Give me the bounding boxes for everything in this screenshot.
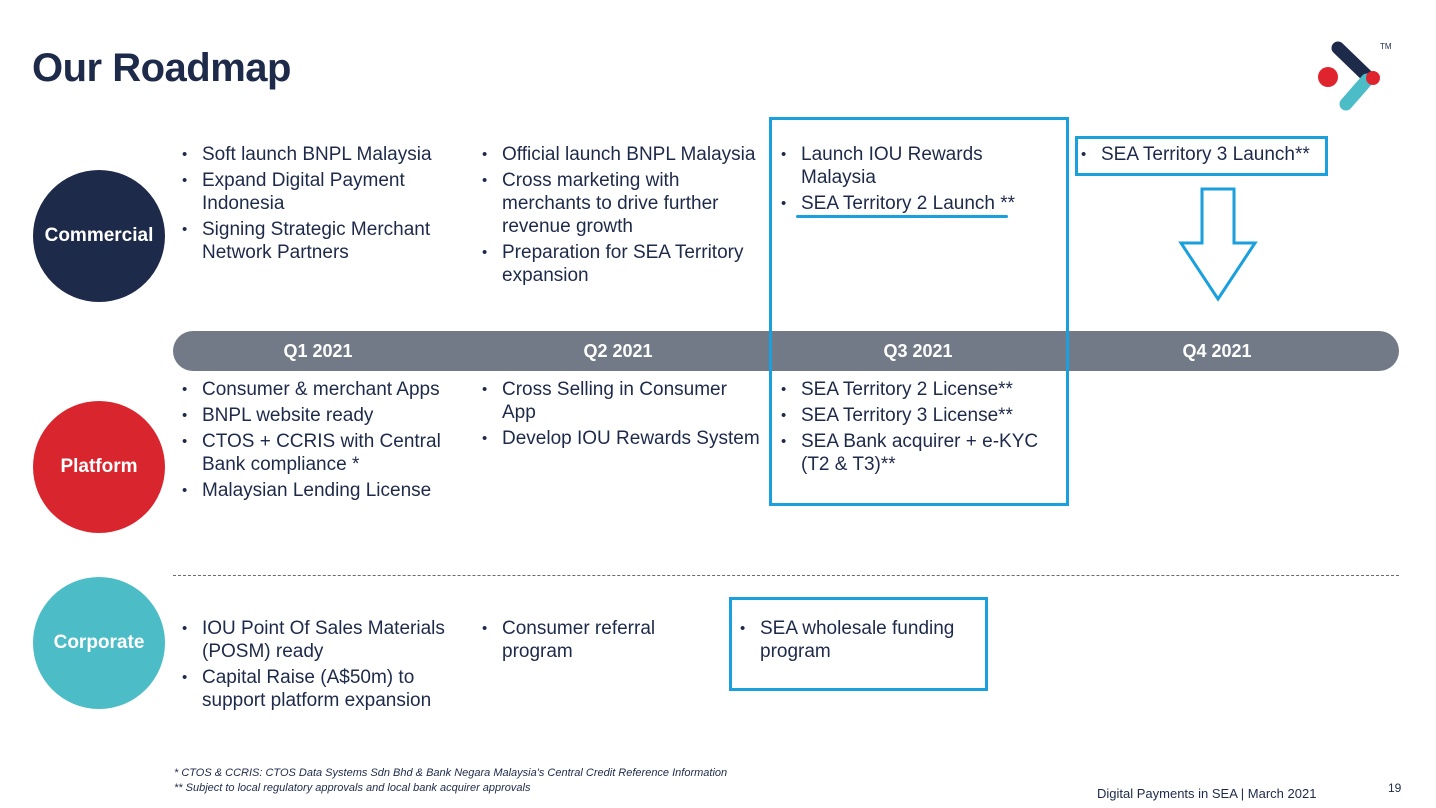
list-item: • Capital Raise (A$50m) to support platform expansion (179, 666, 469, 712)
list-item: • CTOS + CCRIS with Central Bank compliance * (179, 430, 469, 476)
list-item: • Launch IOU Rewards Malaysia (778, 143, 1058, 189)
list-item: • SEA Territory 3 License** (778, 404, 1063, 427)
quarter-label-q4: Q4 2021 (1182, 341, 1252, 361)
quarter-label-q3: Q3 2021 (883, 341, 953, 361)
chevron-logo-icon (1312, 40, 1392, 116)
list-item: • SEA Territory 2 License** (778, 378, 1063, 401)
corporate-q2-list (479, 617, 719, 666)
corporate-q1-list (179, 617, 469, 715)
list-item: • SEA Territory 3 Launch** (1078, 143, 1328, 166)
list-item: • Consumer & merchant Apps (179, 378, 469, 401)
list-item: • BNPL website ready (179, 404, 469, 427)
list-item: • SEA Bank acquirer + e-KYC (T2 & T3)** (778, 430, 1063, 476)
list-item: • Soft launch BNPL Malaysia (179, 143, 469, 166)
commercial-q1-list (179, 143, 469, 267)
section-divider (173, 575, 1399, 576)
row-label-commercial: Commercial (33, 170, 165, 302)
row-label-platform: Platform (33, 401, 165, 533)
list-item: • Signing Strategic Merchant Network Partners (179, 218, 469, 264)
list-item: • Malaysian Lending License (179, 479, 469, 502)
quarter-label-q1: Q1 2021 (283, 341, 353, 361)
footnote-approvals: ** Subject to local regulatory approvals and local bank acquirer approvals (174, 782, 531, 794)
quarter-label-q2: Q2 2021 (583, 341, 653, 361)
page-number: 19 (1388, 781, 1402, 795)
list-item: • IOU Point Of Sales Materials (POSM) ready (179, 617, 469, 663)
trademark-mark: TM (1380, 42, 1392, 51)
highlight-box-q4-commercial (1075, 136, 1328, 176)
highlight-box-corporate-q3 (729, 597, 988, 691)
down-arrow-icon (1178, 187, 1258, 302)
platform-q3-list (778, 378, 1063, 479)
page-title: Our Roadmap (32, 46, 291, 90)
list-item: • Expand Digital Payment Indonesia (179, 169, 469, 215)
list-item: • Develop IOU Rewards System (479, 427, 764, 450)
list-item: • Official launch BNPL Malaysia (479, 143, 769, 166)
list-item: • Cross Selling in Consumer App (479, 378, 764, 424)
row-label-corporate: Corporate (33, 577, 165, 709)
list-item: • SEA wholesale funding program (737, 617, 979, 663)
list-item: • Consumer referral program (479, 617, 719, 663)
list-item: • Cross marketing with merchants to drive further revenue growth (479, 169, 769, 238)
list-item: • Preparation for SEA Territory expansion (479, 241, 769, 287)
commercial-q2-list (479, 143, 769, 290)
platform-q2-list (479, 378, 764, 453)
footnote-ctos: * CTOS & CCRIS: CTOS Data Systems Sdn Bhd & Bank Negara Malaysia's Central Credit Reference Information (174, 767, 728, 779)
footer-text: Digital Payments in SEA | March 2021 (1097, 786, 1317, 801)
platform-q1-list (179, 378, 469, 505)
list-item: • SEA Territory 2 Launch ** (778, 192, 1058, 215)
